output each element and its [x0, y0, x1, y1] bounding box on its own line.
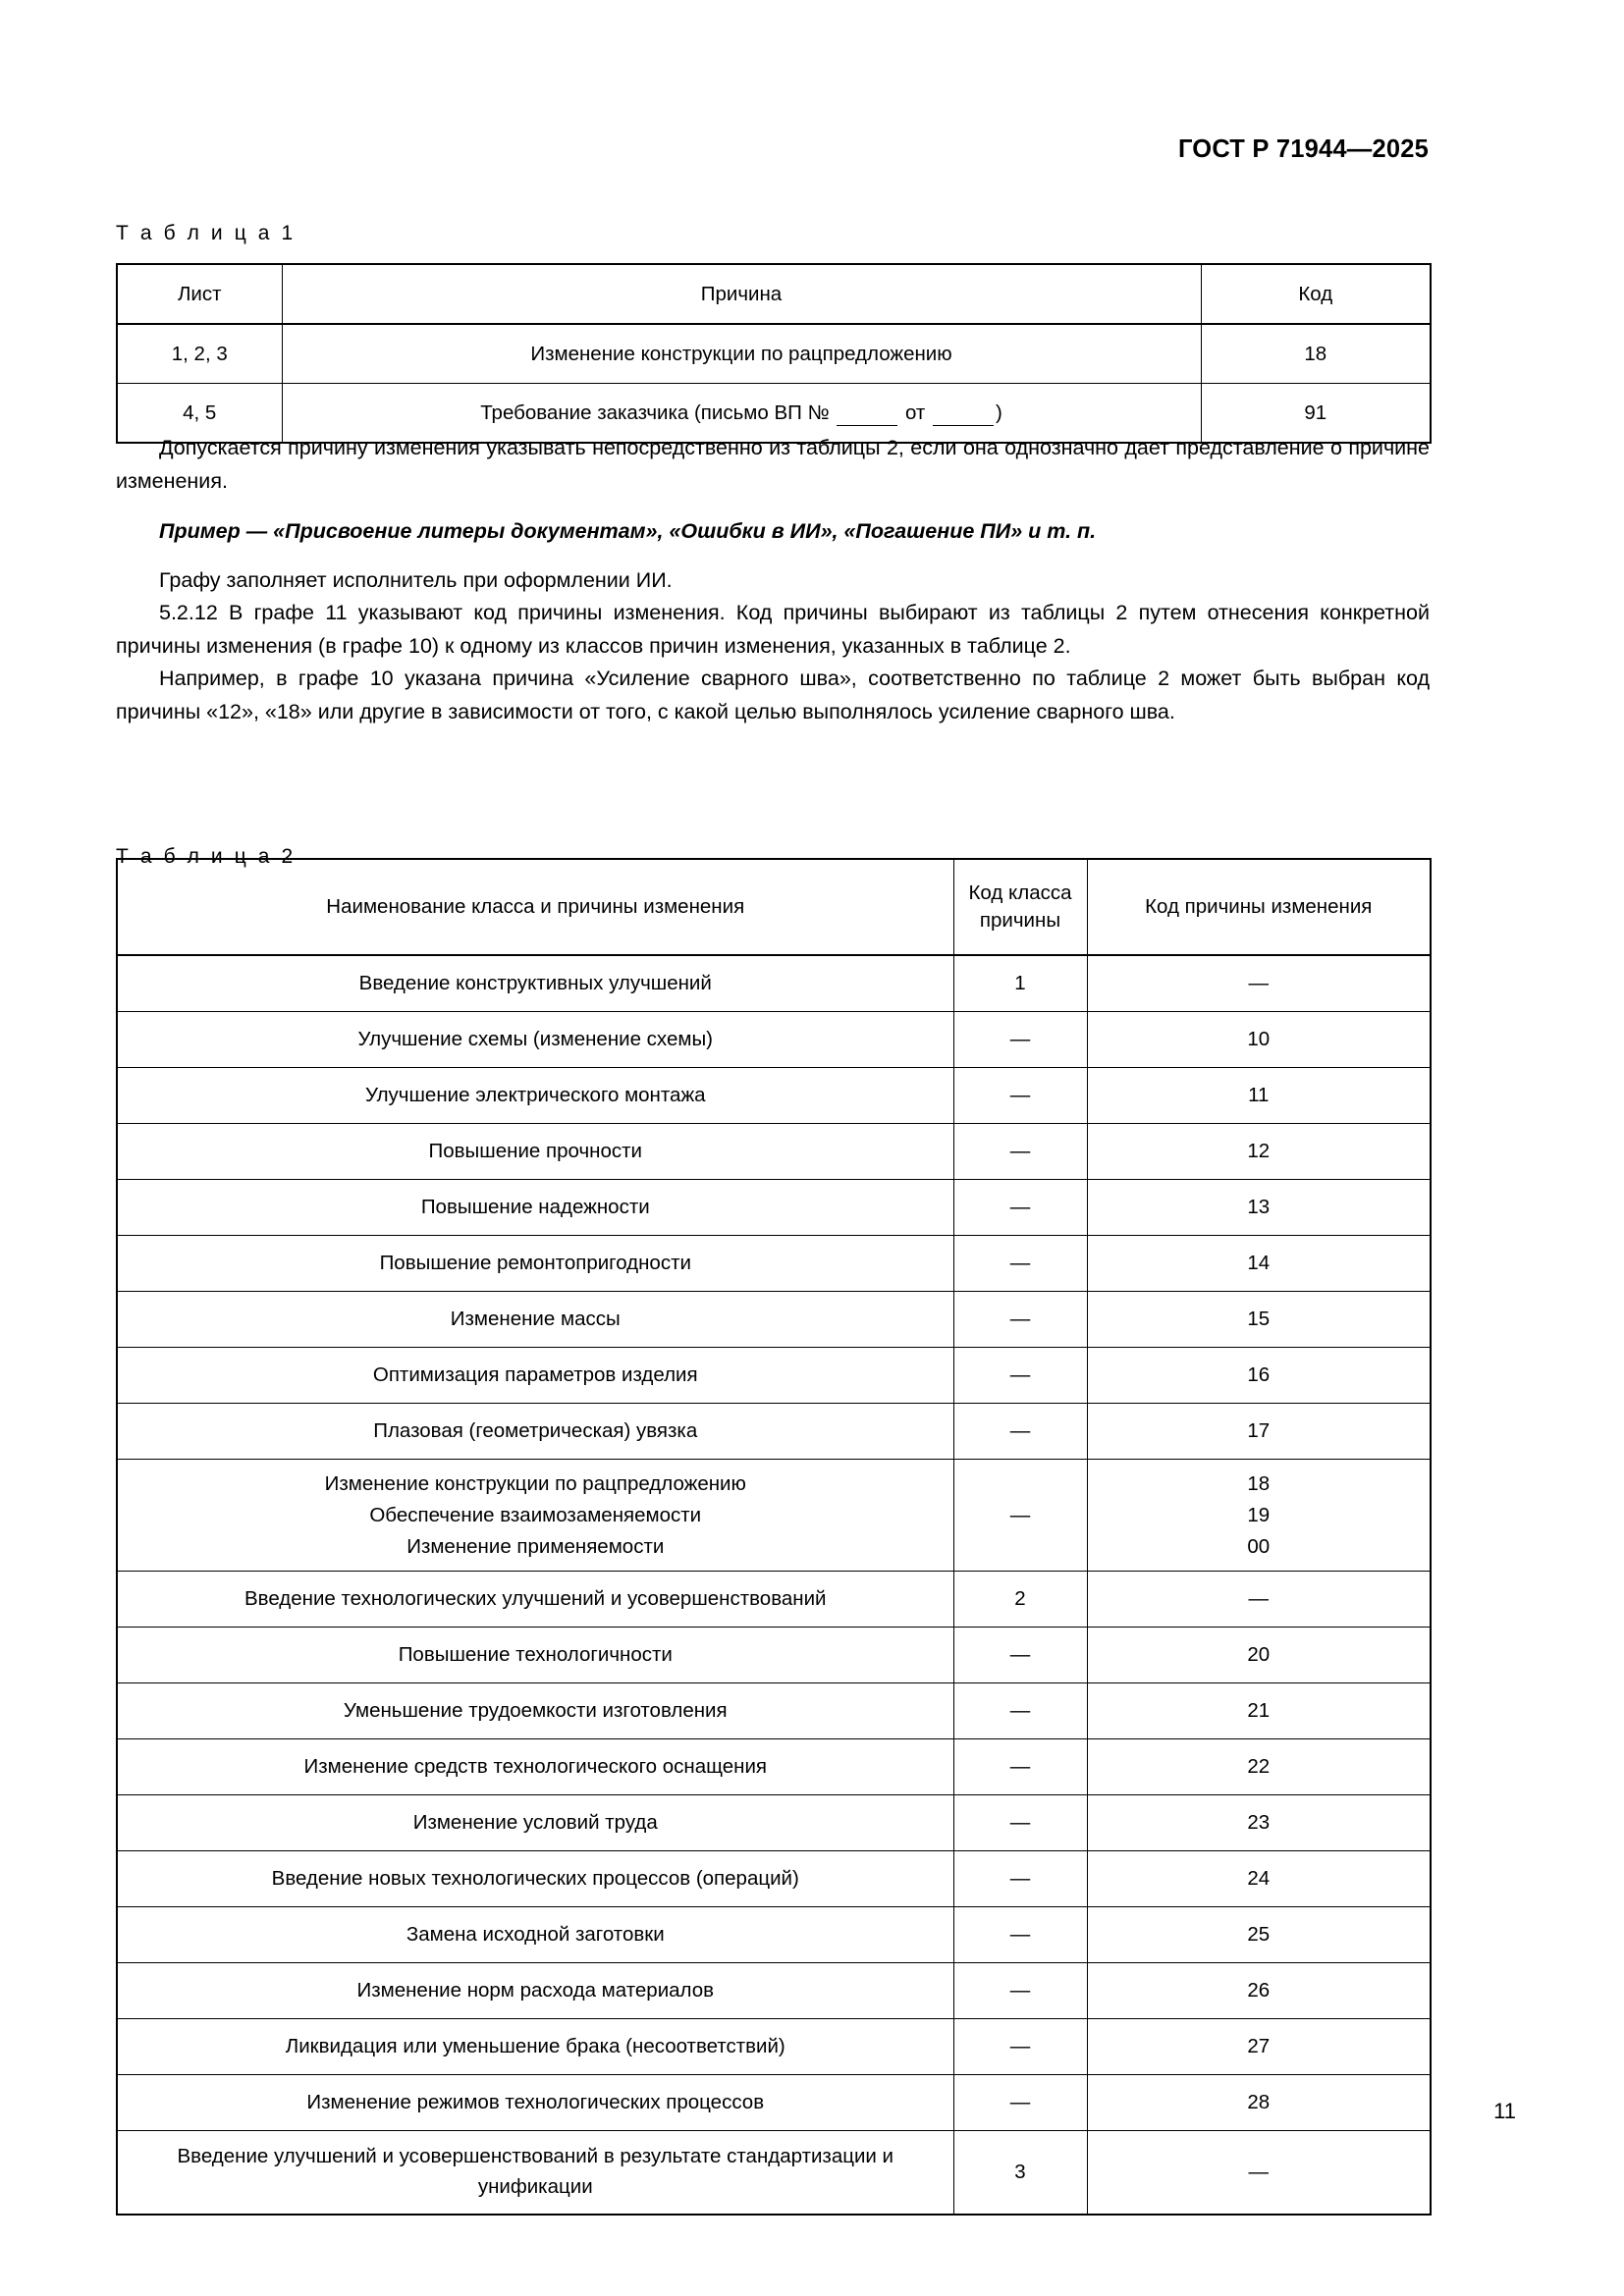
- table2-cell-name: Плазовая (геометрическая) увязка: [117, 1404, 953, 1460]
- table2-cell-name: Введение конструктивных улучшений: [117, 955, 953, 1012]
- table2-cell-class-code: —: [953, 1739, 1087, 1795]
- table2-cell-reason-code: 14: [1087, 1236, 1431, 1292]
- paragraph-allowance: Допускается причину изменения указывать непосредственно из таблицы 2, если она однозначно дает представление о причине изменения.: [116, 436, 1430, 493]
- table2-cell-reason-code: 10: [1087, 1012, 1431, 1068]
- table2-cell-name: Оптимизация параметров изделия: [117, 1348, 953, 1404]
- table2-cell-reason-code: 22: [1087, 1739, 1431, 1795]
- table2-cell-class-code: 3: [953, 2131, 1087, 2215]
- table2-col-header-class: Код класса причины: [953, 859, 1087, 955]
- table2-header-row: [117, 859, 1431, 955]
- table2-cell-reason-code: 13: [1087, 1180, 1431, 1236]
- table2-cell-reason-code: 16: [1087, 1348, 1431, 1404]
- table2-cell-class-code: —: [953, 1851, 1087, 1907]
- table-row: [117, 2019, 1431, 2075]
- table2-cell-name: Изменение условий труда: [117, 1795, 953, 1851]
- table2-cell-reason-code: 18 19 00: [1087, 1460, 1431, 1572]
- table-row: [117, 1292, 1431, 1348]
- table2-cell-name: Изменение средств технологического оснащения: [117, 1739, 953, 1795]
- table1-cell-reason: Изменение конструкции по рацпредложению: [282, 324, 1201, 384]
- table2-cell-name: Изменение конструкции по рацпредложению Обеспечение взаимозаменяемости Изменение применяемости: [117, 1460, 953, 1572]
- body-text-block: [116, 432, 1430, 728]
- table2-cell-class-code: —: [953, 1907, 1087, 1963]
- table2-cell-reason-code: 26: [1087, 1963, 1431, 2019]
- table2-cell-reason-code: 12: [1087, 1124, 1431, 1180]
- page-number: 11: [1493, 2099, 1516, 2123]
- table-row: [117, 1460, 1431, 1572]
- table1-cell-sheet: 4, 5: [117, 384, 282, 444]
- table2-cell-class-code: 1: [953, 955, 1087, 1012]
- table1-cell-code: 91: [1201, 384, 1431, 444]
- table2-body: [117, 955, 1431, 2215]
- table2-cell-reason-code: —: [1087, 1572, 1431, 1628]
- table2-cell-reason-code: 24: [1087, 1851, 1431, 1907]
- table-row: [117, 1683, 1431, 1739]
- paragraph-clause-5-2-12: 5.2.12 В графе 11 указывают код причины изменения. Код причины выбирают из таблицы 2 путем отнесения конкретной причины изменения (в графе 10) к одному из классов причин изменения, указанных в таблице 2.: [116, 601, 1430, 658]
- table-row: [117, 1012, 1431, 1068]
- paragraph-executor: Графу заполняет исполнитель при оформлении ИИ.: [159, 567, 673, 592]
- table2-cell-reason-code: 17: [1087, 1404, 1431, 1460]
- table2-cell-name: Изменение норм расхода материалов: [117, 1963, 953, 2019]
- table2-cell-name: Введение улучшений и усовершенствований в результате стандартизации и унификации: [117, 2131, 953, 2215]
- table2-cell-name: Улучшение схемы (изменение схемы): [117, 1012, 953, 1068]
- table-row: [117, 1851, 1431, 1907]
- table-row: [117, 1795, 1431, 1851]
- table2-cell-name: Изменение массы: [117, 1292, 953, 1348]
- table2-cell-class-code: —: [953, 1460, 1087, 1572]
- table2-cell-reason-code: —: [1087, 955, 1431, 1012]
- table2-cell-class-code: —: [953, 1068, 1087, 1124]
- table1-col-header-sheet: Лист: [117, 264, 282, 324]
- table2-cell-class-code: —: [953, 1683, 1087, 1739]
- table2-cell-name: Изменение режимов технологических процессов: [117, 2075, 953, 2131]
- table2-cell-name: Уменьшение трудоемкости изготовления: [117, 1683, 953, 1739]
- table2-cell-name: Повышение ремонтопригодности: [117, 1236, 953, 1292]
- table1-container: [116, 263, 1432, 444]
- table1-caption: Т а б л и ц а 1: [116, 222, 297, 244]
- table2-cell-reason-code: 20: [1087, 1628, 1431, 1683]
- table1-cell-code: 18: [1201, 324, 1431, 384]
- table2-cell-class-code: —: [953, 1292, 1087, 1348]
- table-row: [117, 1180, 1431, 1236]
- table2-cell-name: Повышение прочности: [117, 1124, 953, 1180]
- table2-cell-name: Повышение технологичности: [117, 1628, 953, 1683]
- standard-number-header: ГОСТ Р 71944—2025: [1177, 135, 1429, 163]
- table1-col-header-reason: Причина: [282, 264, 1201, 324]
- table-row: [117, 1739, 1431, 1795]
- table2-cell-reason-code: 25: [1087, 1907, 1431, 1963]
- table2-col-header-code: Код причины изменения: [1087, 859, 1431, 955]
- table2-cell-reason-code: 21: [1087, 1683, 1431, 1739]
- table2-cell-name: Ликвидация или уменьшение брака (несоответствий): [117, 2019, 953, 2075]
- table2-cell-reason-code: 23: [1087, 1795, 1431, 1851]
- table2-col-header-name: Наименование класса и причины изменения: [117, 859, 953, 955]
- table2-caption: Т а б л и ц а 2: [116, 845, 297, 868]
- table1-header-row: [117, 264, 1431, 324]
- table2-cell-reason-code: 27: [1087, 2019, 1431, 2075]
- table-row: [117, 1348, 1431, 1404]
- table-row: [117, 1963, 1431, 2019]
- table2-cell-class-code: —: [953, 1012, 1087, 1068]
- table-row: [117, 1404, 1431, 1460]
- table-row: [117, 955, 1431, 1012]
- fill-in-blank-number: [837, 409, 897, 427]
- table2-cell-class-code: —: [953, 2075, 1087, 2131]
- table1: [116, 263, 1432, 444]
- table-row: [117, 1068, 1431, 1124]
- table2-cell-reason-code: —: [1087, 2131, 1431, 2215]
- table2-cell-class-code: —: [953, 1963, 1087, 2019]
- table1-reason-text-suffix: ): [995, 400, 1002, 424]
- table2-cell-class-code: —: [953, 1404, 1087, 1460]
- table2-cell-name: Введение новых технологических процессов (операций): [117, 1851, 953, 1907]
- fill-in-blank-date: [933, 409, 994, 427]
- table2-cell-reason-code: 28: [1087, 2075, 1431, 2131]
- paragraph-example-weld: Например, в графе 10 указана причина «Усиление сварного шва», соответственно по таблице 2 может быть выбран код причины «12», «18» или другие в зависимости от того, с какой целью выполнялось усиление сварного шва.: [116, 667, 1430, 723]
- table2: [116, 858, 1432, 2216]
- table2-cell-class-code: —: [953, 1348, 1087, 1404]
- table2-cell-class-code: —: [953, 1628, 1087, 1683]
- table-row: [117, 1572, 1431, 1628]
- table-row: [117, 1628, 1431, 1683]
- table2-cell-class-code: —: [953, 1124, 1087, 1180]
- table1-cell-sheet: 1, 2, 3: [117, 324, 282, 384]
- table-row: [117, 1907, 1431, 1963]
- table-row: [117, 1124, 1431, 1180]
- table-row: [117, 2131, 1431, 2215]
- table1-head: [117, 264, 1431, 324]
- table1-body: [117, 324, 1431, 443]
- paragraph-example: Пример — «Присвоение литеры документам», «Ошибки в ИИ», «Погашение ПИ» и т. п.: [159, 519, 1097, 543]
- table2-cell-name: Введение технологических улучшений и усовершенствований: [117, 1572, 953, 1628]
- table2-cell-name: Повышение надежности: [117, 1180, 953, 1236]
- table2-cell-class-code: —: [953, 1180, 1087, 1236]
- table2-cell-name: Улучшение электрического монтажа: [117, 1068, 953, 1124]
- table1-reason-text-mid: от: [899, 400, 931, 424]
- table2-cell-reason-code: 11: [1087, 1068, 1431, 1124]
- table2-cell-class-code: —: [953, 1236, 1087, 1292]
- table2-cell-name: Замена исходной заготовки: [117, 1907, 953, 1963]
- table2-head: [117, 859, 1431, 955]
- table2-cell-class-code: —: [953, 2019, 1087, 2075]
- table2-cell-reason-code: 15: [1087, 1292, 1431, 1348]
- table1-col-header-code: Код: [1201, 264, 1431, 324]
- table2-cell-class-code: —: [953, 1795, 1087, 1851]
- table-row: [117, 2075, 1431, 2131]
- table-row: [117, 324, 1431, 384]
- table-row: [117, 1236, 1431, 1292]
- table1-reason-text-prefix: Требование заказчика (письмо ВП №: [480, 400, 836, 424]
- table2-container: [116, 858, 1432, 2216]
- table2-cell-class-code: 2: [953, 1572, 1087, 1628]
